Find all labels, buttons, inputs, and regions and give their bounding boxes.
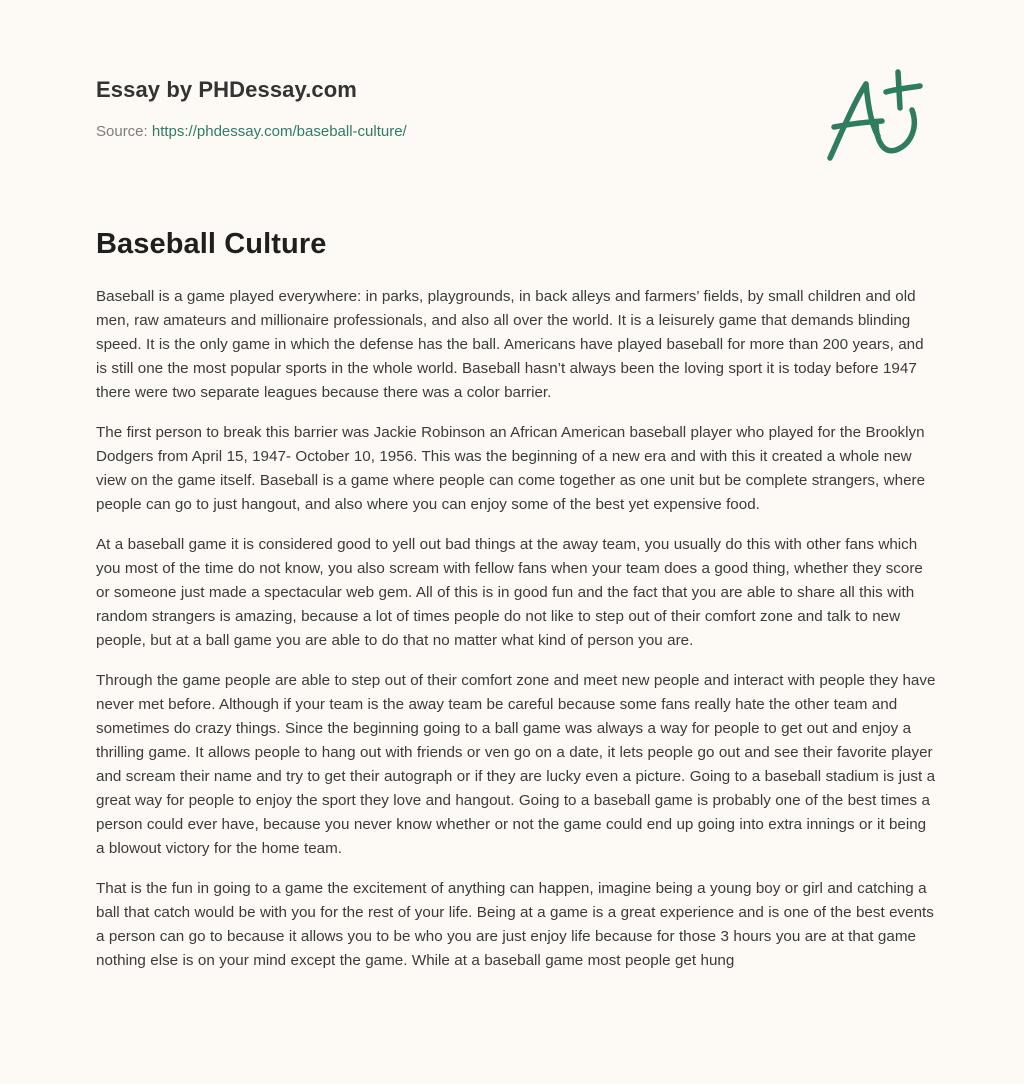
source-link[interactable]: https://phdessay.com/baseball-culture/: [151, 123, 407, 140]
essay-paragraph: That is the fun in going to a game the excitement of anything can happen, imagine being a young boy or girl and catching a ball that catch would be with you for the rest of your life. Being at a game is a great experience and is one of the best events a person can go to because it allows you to be who you are just enjoy life because for those 3 hours you are at that game nothing else is on your mind except the game. While at a baseball game most people get hung: [96, 880, 934, 969]
brand-title: Essay by PHDessay.com: [96, 77, 357, 102]
essay-paragraph: At a baseball game it is considered good to yell out bad things at the away team, you usually do this with other fans which you most of the time do not know, you also scream with fellow fans when your team does a good thing, whether they score or someone just made a spectacular web gem. All of this is in good fun and the fact that you are able to share all this with random strangers is amazing, because a lot of times people do not like to step out of their comfort zone and talk to new people, but at a ball game you are able to do that no matter what kind of person you are.: [96, 536, 923, 649]
source-label: Source:: [96, 123, 148, 140]
essay-body: [96, 285, 938, 989]
essay-paragraph: Through the game people are able to step out of their comfort zone and meet new people and interact with people they have never met before. Although if your team is the away team be careful because some fans really hate the other team and sometimes do crazy things. Since the beginning going to a ball game was always a way for people to get out and enjoy a thrilling game. It allows people to hang out with friends or ven go on a date, it lets people go out and see their favorite player and scream their name and try to get their autograph or if they are lucky even a picture. Going to a baseball stadium is just a great way for people to enjoy the sport they love and hangout. Going to a baseball game is probably one of the best times a person could ever have, because you never know whether or not the game could end up going into extra innings or it being a blowout victory for the home team.: [96, 672, 936, 857]
a-plus-grade-icon: [820, 66, 930, 166]
essay-paragraph: The first person to break this barrier was Jackie Robinson an African American baseball player who played for the Brooklyn Dodgers from April 15, 1947- October 10, 1956. This was the beginning of a new era and with this it created a whole new view on the game itself. Baseball is a game where people can come together as one unit but be complete strangers, where people can go to just hangout, and also where you can enjoy some of the best yet expensive food.: [96, 424, 926, 513]
page-header: [96, 74, 796, 142]
source-line: [96, 122, 796, 142]
essay-paragraph: Baseball is a game played everywhere: in parks, playgrounds, in back alleys and farmers’ fields, by small children and old men, raw amateurs and millionaire professionals, and also all over the world. It is a leisurely game that demands blinding speed. It is the only game in which the defense has the ball. Americans have played baseball for more than 200 years, and is still one the most popular sports in the whole world. Baseball hasn’t always been the loving sport it is today before 1947 there were two separate leagues because there was a color barrier.: [96, 288, 924, 401]
essay-title: Baseball Culture: [96, 228, 327, 260]
